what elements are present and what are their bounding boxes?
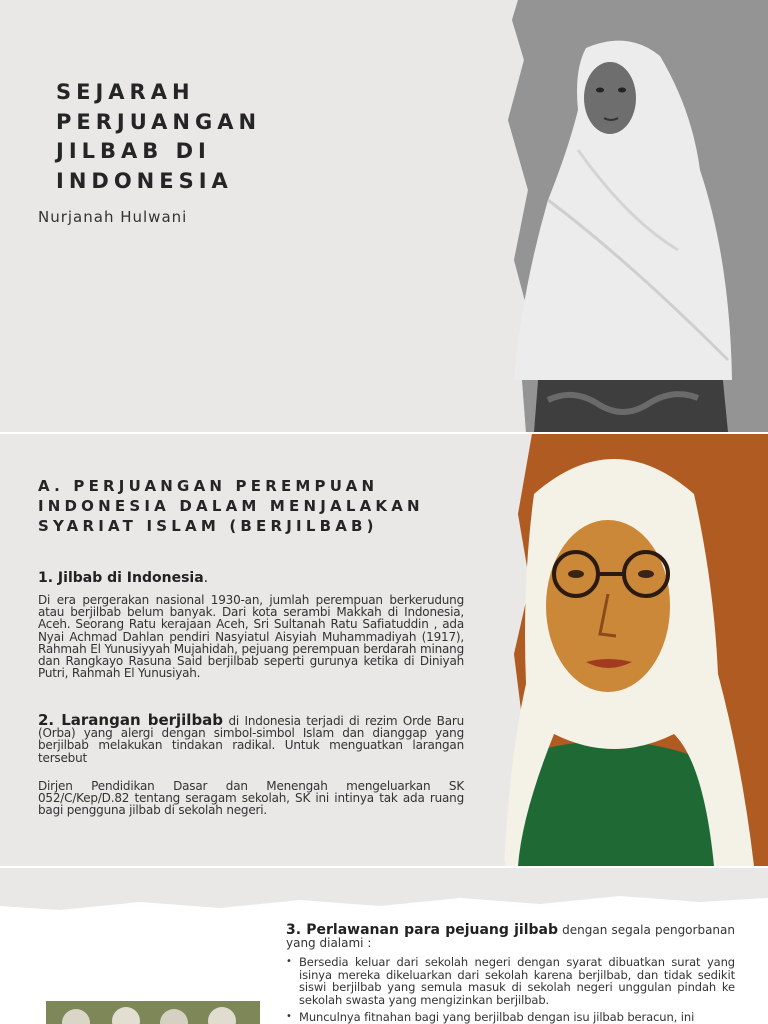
paragraph-sk: Dirjen Pendidikan Dasar dan Menengah mengeluarkan SK 052/C/Kep/D.82 tentang seragam sekolah, SK ini intinya tak ada ruang bagi pengguna jilbab di sekolah negeri. — [38, 779, 464, 818]
torn-paper-band — [0, 868, 768, 914]
perlawanan-content — [286, 924, 735, 1024]
paragraph-history: Di era pergerakan nasional 1930-an, jumlah perempuan berkerudung atau berjilbab belum banyak. Dari kota serambi Makkah di Indonesia, Aceh. Seorang Ratu kerajaan Aceh, Sri Sultanah Ratu Safiatuddin , ada Nyai Achmad Dahlan pendiri Nasyiatul Aisyiah Muhammadiyah (1917), Rahmah El Yunusiyyah Mujahidah, pejuang perempuan berdarah minang dan Rangkayo Rasuna Said berjilbab seperti gurunya ketika di Diniyah Putri, Rahmah El Yunusiyah. — [38, 593, 464, 681]
presentation-title: SEJARAH PERJUANGAN JILBAB DI INDONESIA — [56, 80, 262, 193]
list-item: • Munculnya fitnahan bagi yang berjilbab dengan isu jilbab beracun, ini — [286, 1011, 735, 1024]
perlawanan-list — [286, 956, 735, 1024]
group-photo-thumbnail — [46, 1001, 260, 1024]
paragraph-larangan: 2. Larangan berjilbab di Indonesia terjadi di rezim Orde Baru (Orba) yang alergi dengan simbol-simbol Islam dan dianggap yang berjilbab melakukan tindakan radikal. Untuk menguatkan larangan tersebut — [38, 711, 465, 765]
list-item: • Bersedia keluar dari sekolah negeri dengan syarat dibuatkan surat yang isinya mereka dikeluarkan dari sekolah karena berjilbab, dan tidak sedikit siswi berjilbab yang semula masuk di sekolah negeri unggulan pindah ke sekolah swasta yang mengizinkan berjilbab. — [286, 956, 735, 1006]
section-heading: A. PERJUANGAN PEREMPUAN INDONESIA DALAM MENJALAKAN SYARIAT ISLAM (BERJILBAB) — [38, 477, 424, 535]
author-name: Nurjanah Hulwani — [38, 208, 188, 226]
slide-section-a — [0, 434, 768, 866]
slide-perlawanan — [0, 868, 768, 1024]
subheading-jilbab-di-indonesia: 1. Jilbab di Indonesia. — [38, 570, 209, 586]
perlawanan-lead: 3. Perlawanan para pejuang jilbab dengan segala pengorbanan yang dialami : — [286, 922, 735, 950]
portrait-photo-bw — [478, 0, 768, 432]
slide-title — [0, 0, 768, 432]
portrait-painting-color — [504, 434, 768, 866]
